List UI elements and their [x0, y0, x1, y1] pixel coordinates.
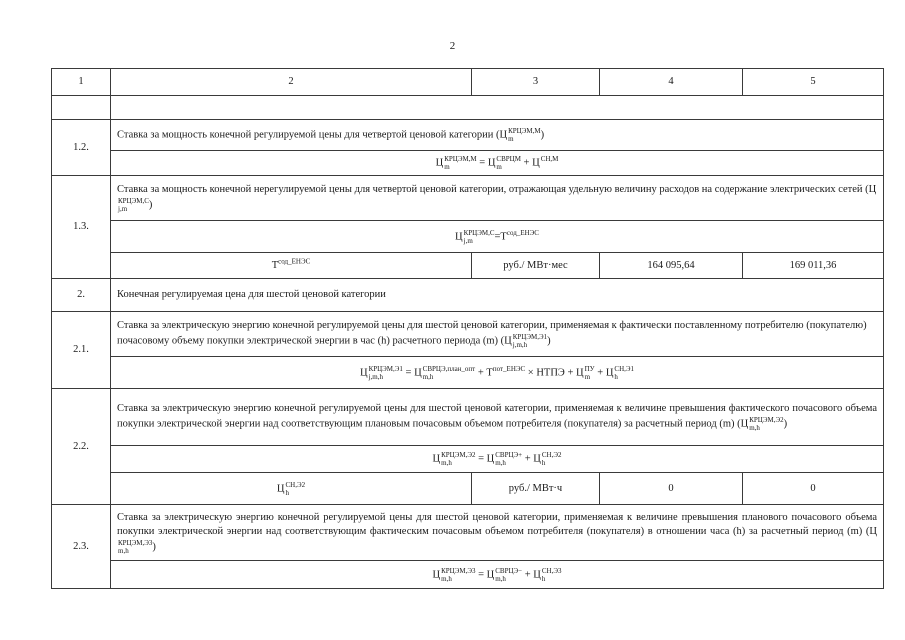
- formula-2-1: Ц КРЦЭМ,Э1 j,m,h = Ц СВРЦЭ,план_опт m,h + $Т^{пот\_ЕНЭС}$ × НТПЭ + Ц ПУ m + Ц СН,Э1 h: [111, 357, 884, 389]
- section-number: 2.: [52, 279, 111, 312]
- formula-row: [52, 151, 884, 176]
- value-row: [52, 473, 884, 505]
- section-2-1-title: Ставка за электрическую энергию конечной регулируемой цены для шестой ценовой категории, применяемая к фактически поставленному потребителю (покупателю) почасовому объему покупки электрической энергии в час (h) расчетного периода (m) (Ц КРЦЭМ,Э1 j,m,h ): [111, 312, 884, 357]
- section-2-2-title: Ставка за электрическую энергию конечной регулируемой цены для шестой ценовой категории, применяемая к величине превышения фактического почасового объема покупки электрической энергии над соответствующим плановым почасовым объемом потребителя (покупателя) за расчетный период (m) (Ц КРЦЭМ,Э2 m,h ): [111, 389, 884, 446]
- section-2-2-row: [52, 389, 884, 446]
- formula-row: [52, 446, 884, 473]
- value-col-5: 0: [743, 473, 884, 505]
- section-number: 2.2.: [52, 389, 111, 505]
- value-col-5: 169 011,36: [743, 253, 884, 279]
- header-col-2: 2: [111, 69, 472, 96]
- section-1-3-row: [52, 176, 884, 221]
- section-number: 1.3.: [52, 176, 111, 279]
- header-col-4: 4: [600, 69, 743, 96]
- value-label: $Т^{сод\_ЕНЭС}$: [111, 253, 472, 279]
- formula-1-2: Ц КРЦЭМ,М m = Ц СВРЦМ m + Ц СН,М: [111, 151, 884, 176]
- unit-cell: руб./ МВт·ч: [472, 473, 600, 505]
- value-label: Ц СН,Э2 h: [111, 473, 472, 505]
- formula-2-3: Ц КРЦЭМ,Э3 m,h = Ц СВРЦЭ− m,h + Ц СН,Э3 h: [111, 561, 884, 589]
- value-col-4: 0: [600, 473, 743, 505]
- section-number: 2.3.: [52, 505, 111, 589]
- header-col-1: 1: [52, 69, 111, 96]
- formula-row: [52, 221, 884, 253]
- header-col-3: 3: [472, 69, 600, 96]
- formula-1-3: Ц КРЦЭМ,С j,m $=Т^{сод\_ЕНЭС}$: [111, 221, 884, 253]
- value-col-4: 164 095,64: [600, 253, 743, 279]
- formula-row: [52, 561, 884, 589]
- section-2-3-title: Ставка за электрическую энергию конечной регулируемой цены для шестой ценовой категории, применяемая к величине превышения планового почасового объема покупки электрической энергии над соответствующим фактическим почасовым объемом потребителя (покупателя) в отношении часа (h) за расчетный период (m) (Ц КРЦЭМ,Э3 m,h ): [111, 505, 884, 561]
- section-1-2-row: [52, 120, 884, 151]
- section-number: 1.2.: [52, 120, 111, 176]
- section-2-row: [52, 279, 884, 312]
- value-row: [52, 253, 884, 279]
- unit-cell: руб./ МВт·мес: [472, 253, 600, 279]
- tariff-table: [51, 68, 884, 589]
- section-2-1-row: [52, 312, 884, 357]
- section-number: 2.1.: [52, 312, 111, 389]
- header-col-5: 5: [743, 69, 884, 96]
- section-1-2-title: Ставка за мощность конечной регулируемой цены для четвертой ценовой категории (Ц КРЦЭМ,М m ): [111, 120, 884, 151]
- formula-2-2: Ц КРЦЭМ,Э2 m,h = Ц СВРЦЭ+ m,h + Ц СН,Э2 h: [111, 446, 884, 473]
- header-row: [52, 69, 884, 96]
- section-2-3-row: [52, 505, 884, 561]
- section-1-3-title: Ставка за мощность конечной нерегулируемой цены для четвертой ценовой категории, отражающая удельную величину расходов на содержание электрических сетей (Ц КРЦЭМ,С j,m ): [111, 176, 884, 221]
- formula-row: [52, 357, 884, 389]
- section-2-title: Конечная регулируемая цена для шестой ценовой категории: [111, 279, 884, 312]
- empty-row: [52, 96, 884, 120]
- page-number: 2: [449, 40, 456, 52]
